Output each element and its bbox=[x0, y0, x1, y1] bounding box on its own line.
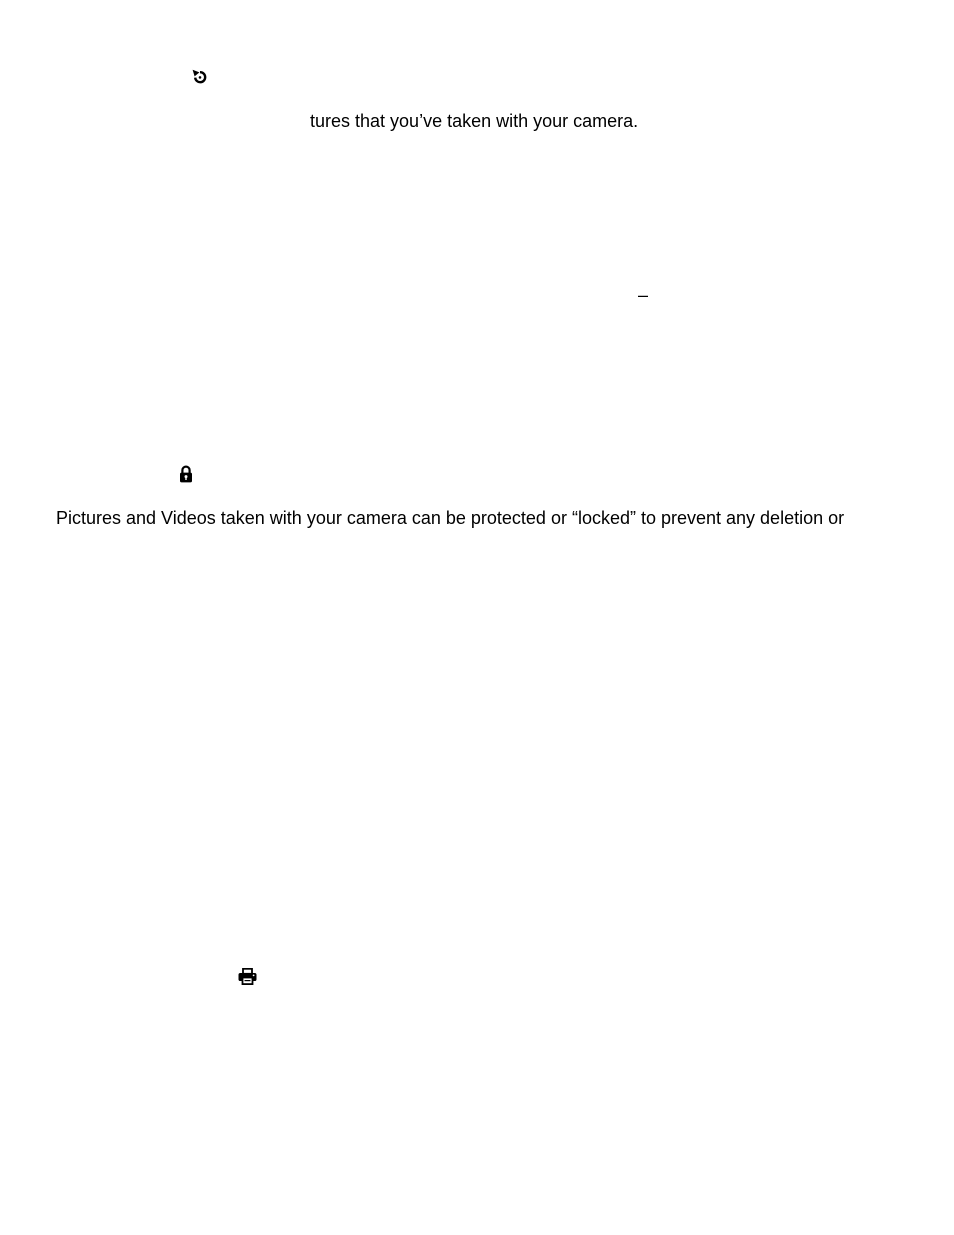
print-icon bbox=[238, 968, 257, 985]
rotate-icon bbox=[192, 69, 208, 85]
dash-mark: – bbox=[638, 285, 649, 305]
lock-icon bbox=[179, 465, 193, 483]
rotate-description-fragment: tures that you’ve taken with your camera. bbox=[310, 111, 639, 131]
protect-description: Pictures and Videos taken with your camera can be protected or “locked” to prevent any deletion or bbox=[56, 508, 845, 528]
